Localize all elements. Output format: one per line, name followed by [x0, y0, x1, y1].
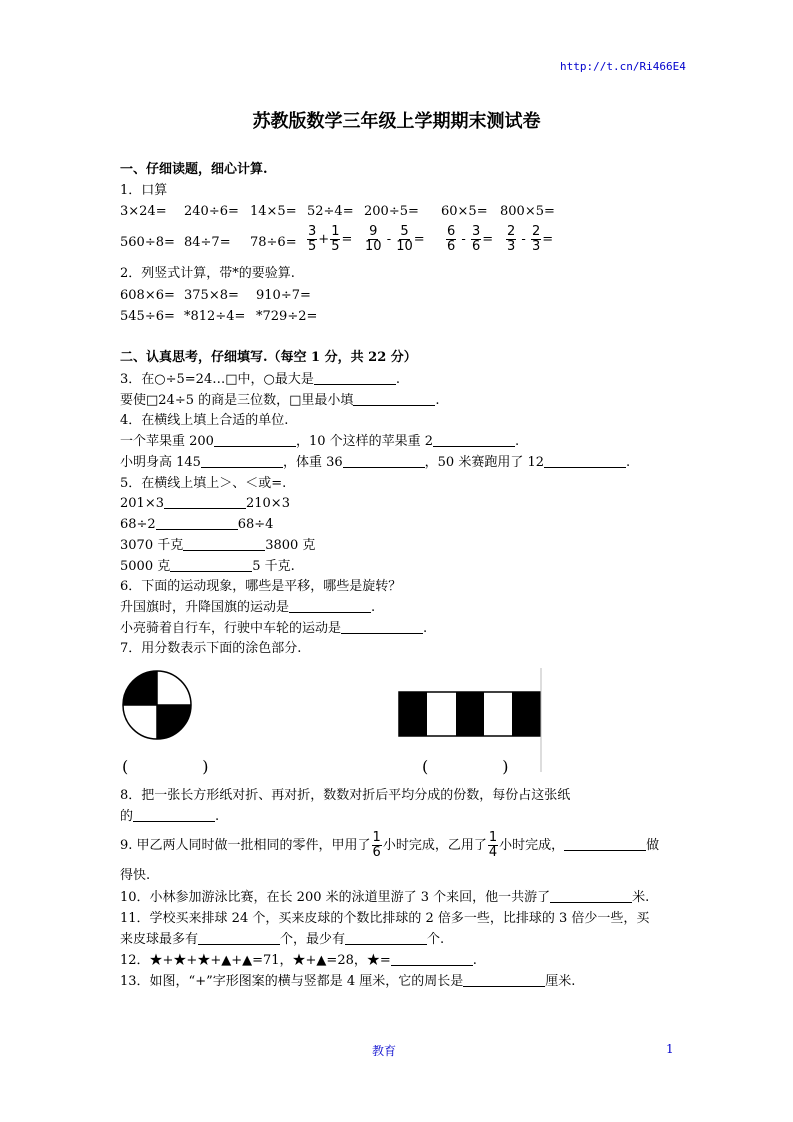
paren-open: (	[422, 757, 429, 776]
circle-figure	[120, 668, 194, 742]
q4-text: 4．在横线上填上合适的单位.	[120, 413, 289, 428]
q6a	[120, 598, 375, 618]
q11b-text: 个，最少有	[280, 932, 346, 947]
calc-item: 14×5=	[250, 204, 297, 219]
calc-item: 375×8=	[184, 288, 239, 303]
fraction	[365, 225, 382, 254]
answer-blank[interactable]	[133, 807, 215, 822]
numerator: 1	[372, 830, 381, 845]
q5-text: 5．在横线上填上＞、＜或=.	[120, 476, 287, 491]
calc-item: *812÷4=	[184, 309, 246, 324]
calc-item: 545÷6=	[120, 309, 175, 324]
q4b	[120, 453, 630, 473]
q2-label: 2．列竖式计算，带*的要验算.	[120, 266, 295, 281]
q4b-end: .	[626, 455, 631, 470]
operator: -	[521, 232, 526, 247]
q4a	[120, 432, 519, 452]
q9-text: 小时完成，	[499, 838, 565, 853]
answer-blank[interactable]	[289, 598, 371, 613]
answer-blank[interactable]	[170, 557, 252, 572]
denominator: 6	[447, 239, 456, 254]
q10-text: 10．小林参加游泳比赛，在长 200 米的泳道里游了 3 个来回，他一共游了	[120, 890, 551, 905]
answer-blank[interactable]	[544, 453, 626, 468]
calc-item: 60×5=	[441, 204, 488, 219]
q7-paren-1	[122, 757, 209, 776]
fraction	[488, 831, 498, 860]
answer-blank[interactable]	[433, 432, 515, 447]
numerator: 1	[488, 830, 498, 845]
answer-blank[interactable]	[391, 951, 473, 966]
calc-item: 78÷6=	[250, 235, 297, 250]
blank-cell	[427, 692, 456, 736]
q9-cont: 得快.	[120, 868, 151, 883]
paren-close: )	[502, 757, 509, 776]
calc-item: 608×6=	[120, 288, 175, 303]
equals: =	[482, 232, 494, 247]
q11b-end: 个.	[427, 932, 445, 947]
q6b-text: 小亮骑着自行车，行驶中车轮的运动是	[120, 621, 342, 636]
q9-text: 小时完成，乙用了	[382, 838, 487, 853]
answer-blank[interactable]	[343, 453, 425, 468]
answer-blank[interactable]	[345, 930, 427, 945]
q12-end: .	[472, 953, 477, 968]
numerator: 3	[308, 224, 317, 239]
q5a-right: 210×3	[245, 496, 290, 511]
answer-blank[interactable]	[353, 391, 435, 406]
shaded-cell	[399, 692, 427, 736]
q4a-text: 一个苹果重 200	[120, 434, 214, 449]
calc-item: 800×5=	[500, 204, 555, 219]
page-number[interactable]: 1	[666, 1042, 674, 1056]
fraction	[446, 225, 456, 254]
q6b-end: .	[423, 621, 428, 636]
q9-text: 9. 甲乙两人同时做一批相同的零件，甲用了	[120, 838, 371, 853]
fraction	[396, 225, 413, 254]
q5a	[120, 494, 290, 514]
answer-blank[interactable]	[164, 494, 246, 509]
calc-item: *729÷2=	[256, 309, 318, 324]
calc-item: 200÷5=	[364, 204, 419, 219]
answer-blank[interactable]	[201, 453, 283, 468]
fraction	[471, 225, 481, 254]
q11b-text: 来皮球最多有	[120, 932, 199, 947]
operator: +	[318, 232, 330, 247]
answer-blank[interactable]	[214, 432, 296, 447]
denominator: 3	[531, 239, 541, 254]
q9	[120, 830, 659, 862]
q5c-left: 3070 千克	[120, 538, 184, 553]
denominator: 5	[308, 239, 317, 254]
paren-close: )	[202, 757, 209, 776]
q12-text: 12．★+★+★+▲+▲=71，★+▲=28，★=	[120, 953, 391, 968]
q5d	[120, 557, 295, 577]
q3a	[120, 370, 400, 390]
calc-item: 910÷7=	[256, 288, 311, 303]
operator: -	[461, 232, 466, 247]
answer-blank[interactable]	[314, 370, 396, 385]
denominator: 10	[365, 239, 382, 254]
operator: -	[386, 232, 392, 247]
q13-text: 13．如图，“+”字形图案的横与竖都是 4 厘米，它的周长是	[120, 974, 464, 989]
q5b-right: 68÷4	[237, 517, 274, 532]
shaded-quarter	[157, 705, 191, 739]
fraction	[506, 225, 516, 254]
q5c-right: 3800 克	[265, 538, 316, 553]
section1-heading: 一、仔细读题，细心计算.	[120, 162, 268, 177]
numerator: 3	[471, 224, 481, 239]
q8a: 8．把一张长方形纸对折、再对折，数数对折后平均分成的份数，每份占这张纸	[120, 788, 571, 803]
fraction	[531, 225, 541, 254]
fraction-expr	[364, 225, 425, 254]
denominator: 6	[372, 845, 381, 860]
shaded-cell	[456, 692, 484, 736]
shaded-cell	[512, 692, 540, 736]
q4b-text: 小明身高 145	[120, 455, 201, 470]
q8b-end: .	[215, 809, 220, 824]
answer-blank[interactable]	[463, 972, 545, 987]
q11b	[120, 930, 444, 950]
numerator: 2	[531, 224, 541, 239]
fraction-expr	[306, 225, 352, 254]
q9-text: 做	[646, 838, 660, 853]
answer-blank[interactable]	[198, 930, 280, 945]
q3b-text: 要使□24÷5 的商是三位数，□里最小填	[120, 393, 354, 408]
fraction	[307, 225, 317, 254]
q5c	[120, 536, 315, 556]
fraction	[372, 831, 382, 860]
numerator: 6	[447, 224, 456, 239]
denominator: 5	[331, 239, 340, 254]
denominator: 10	[396, 239, 413, 254]
q5d-right: 5 千克.	[252, 559, 295, 574]
q7-paren-2	[422, 757, 509, 776]
fraction	[330, 225, 340, 254]
q3b-end: .	[435, 393, 440, 408]
page-title: 苏教版数学三年级上学期期末测试卷	[252, 111, 541, 132]
shaded-quarter	[123, 671, 157, 705]
calc-item: 52÷4=	[307, 204, 354, 219]
q5b-left: 68÷2	[120, 517, 156, 532]
q4b-text: ，50 米赛跑用了 12	[424, 455, 544, 470]
q3a-text: 3．在○÷5=24…□中，○最大是	[120, 372, 314, 387]
q6a-text: 升国旗时，升降国旗的运动是	[120, 600, 290, 615]
answer-blank[interactable]	[564, 836, 646, 851]
footer-link[interactable]: 教育	[372, 1044, 397, 1058]
calc-item: 84÷7=	[184, 235, 231, 250]
q1-label: 1．口算	[120, 183, 168, 198]
equals: =	[413, 232, 425, 247]
answer-blank[interactable]	[156, 515, 238, 530]
answer-blank[interactable]	[183, 536, 265, 551]
denominator: 6	[471, 239, 481, 254]
q8b	[120, 807, 219, 827]
q3a-end: .	[395, 372, 400, 387]
q6a-end: .	[371, 600, 376, 615]
q5d-left: 5000 克	[120, 559, 171, 574]
calc-item: 560÷8=	[120, 235, 175, 250]
equals: =	[542, 232, 554, 247]
calc-item: 240÷6=	[184, 204, 239, 219]
q4b-text: ，体重 36	[282, 455, 343, 470]
numerator: 2	[507, 224, 516, 239]
answer-blank[interactable]	[341, 619, 423, 634]
equals: =	[341, 232, 353, 247]
q7-text: 7．用分数表示下面的涂色部分.	[120, 641, 302, 656]
answer-blank[interactable]	[550, 888, 632, 903]
denominator: 3	[507, 239, 516, 254]
calc-item: 3×24=	[120, 204, 167, 219]
numerator: 9	[369, 224, 378, 239]
numerator: 1	[331, 224, 340, 239]
q13-end: 厘米.	[545, 974, 576, 989]
fraction-expr	[445, 225, 493, 254]
section2-heading: 二、认真思考，仔细填写.（每空 1 分，共 22 分）	[120, 350, 417, 365]
q6-text: 6．下面的运动现象，哪些是平移，哪些是旋转？	[120, 579, 402, 594]
header-url-link[interactable]: http://t.cn/Ri466E4	[560, 60, 686, 73]
q12	[120, 951, 477, 971]
paren-open: (	[122, 757, 129, 776]
q3b	[120, 391, 440, 411]
q8b-text: 的	[120, 809, 134, 824]
numerator: 5	[400, 224, 409, 239]
q11a: 11．学校买来排球 24 个，买来皮球的个数比排球的 2 倍多一些，比排球的 3 倍少一些，买	[120, 911, 650, 926]
q10	[120, 888, 649, 908]
q13	[120, 972, 575, 992]
denominator: 4	[488, 845, 498, 860]
q6b	[120, 619, 427, 639]
q5a-left: 201×3	[120, 496, 164, 511]
q10-end: 米.	[632, 890, 650, 905]
q4a-text: ，10 个这样的苹果重 2	[295, 434, 434, 449]
q4a-end: .	[515, 434, 520, 449]
blank-cell	[484, 692, 512, 736]
fraction-expr	[505, 225, 553, 254]
q5b	[120, 515, 273, 535]
